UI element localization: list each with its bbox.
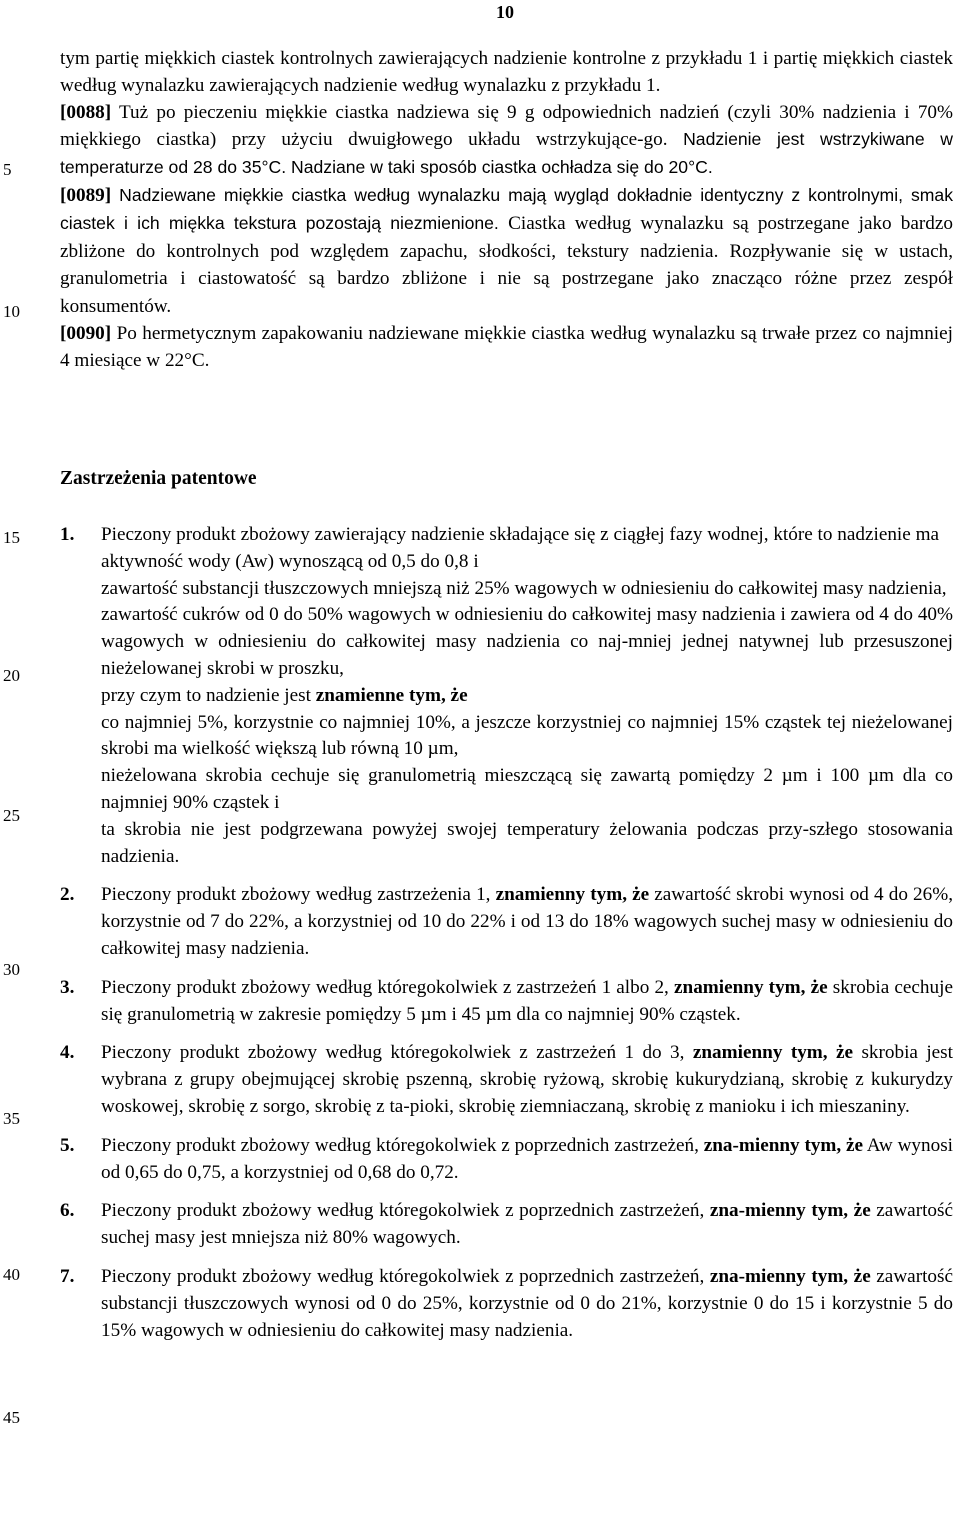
claim-line: aktywność wody (Aw) wynoszącą od 0,5 do 0,8 i — [101, 550, 479, 572]
claim-line — [101, 1198, 953, 1252]
claim-text: Pieczony produkt zbożowy według któregokolwiek z poprzednich zastrzeżeń, — [101, 1265, 710, 1287]
claim-text: Pieczony produkt zbożowy według któregokolwiek z poprzednich zastrzeżeń, — [101, 1200, 710, 1222]
paragraph-0088 — [60, 100, 953, 182]
paragraph-intro: tym partię miękkich ciastek kontrolnych zawierających nadzienie kontrolne z przykładu 1 i partię miękkich ciastek według wynalazku zawierających nadzienie według wynalazku z przykładu 1. — [60, 48, 953, 96]
line-number: 25 — [3, 806, 20, 825]
claim-text: Aw wynosi od 0,65 do 0,75, a korzystniej od 0,68 do 0,72. — [101, 1134, 954, 1183]
line-number: 10 — [3, 302, 20, 321]
claim-characterizing-phrase: znamienny tym, że — [674, 976, 828, 998]
claim-text: zawartość substancji tłuszczowych wynosi od 0 do 25%, korzystnie od 0 do 21%, korzystnie 0 do 15 i korzystnie 5 do 15% wagowych w odniesieniu do całkowitej masy nadzienia. — [101, 1265, 953, 1341]
claim-7 — [60, 1264, 953, 1344]
claim-characterizing-phrase: zna-mienny tym, że — [709, 1200, 871, 1222]
claim-1 — [60, 522, 953, 870]
claim-number: 5. — [60, 1134, 75, 1156]
claim-line — [101, 1133, 953, 1187]
claim-2 — [60, 882, 953, 962]
paragraph-0089 — [60, 182, 953, 321]
claim-text: skrobia jest wybrana z grupy obejmującej skrobię pszenną, skrobię ryżową, skrobię kukurydzianą, skrobię z kukurydzy woskowej, skrobię z sorgo, skrobię z ta-pioki, skrobię ziemniaczaną, skrobię z manioku i ich mieszaniny. — [101, 1042, 953, 1117]
claim-number: 4. — [60, 1042, 75, 1064]
paragraph-text: Po hermetycznym zapakowaniu nadziewane miękkie ciastka według wynalazku są trwałe przez co najmniej 4 miesiące w 22°C. — [60, 322, 953, 371]
claim-characterizing-phrase: zna-mienny tym, że — [703, 1134, 864, 1156]
paragraph-0090 — [60, 321, 953, 375]
claim-text: zawartość skrobi wynosi od 4 do 26%, korzystnie od 7 do 22%, a korzystniej od 10 do 22% i od 13 do 18% wagowych suchej masy w odniesieniu do całkowitej masy nadzienia. — [101, 884, 953, 959]
claim-text: Pieczony produkt zbożowy według któregokolwiek z zastrzeżeń 1 albo 2, — [101, 976, 674, 998]
claims-list — [60, 522, 953, 1356]
claim-text: zawartość suchej masy jest mniejsza niż 80% wagowych. — [101, 1200, 953, 1249]
claim-6 — [60, 1198, 953, 1252]
claim-number: 7. — [60, 1265, 75, 1287]
line-number: 20 — [3, 666, 20, 685]
claim-line: co najmniej 5%, korzystnie co najmniej 10%, a jeszcze korzystniej co najmniej 15% cząstek tej nieżelowanej skrobi ma wielkość większą lub równą 10 µm, — [101, 711, 953, 760]
claim-number: 1. — [60, 524, 75, 545]
paragraph-id: [0090] — [60, 322, 112, 344]
line-number: 30 — [3, 960, 20, 979]
claim-line: ta skrobia nie jest podgrzewana powyżej swojej temperatury żelowania podczas przy-szłego stosowania nadzienia. — [101, 818, 953, 867]
claim-text: Pieczony produkt zbożowy według któregokolwiek z poprzednich zastrzeżeń, — [101, 1134, 704, 1156]
paragraph-id: [0088] — [60, 101, 112, 123]
line-number: 40 — [3, 1265, 20, 1284]
paragraph-text: Nadziewane miękkie ciastka według wynalazku mają wygląd dokładnie identyczny z kontrolnymi, smak ciastek i ich miękka tekstura pozostają niezmienione. — [60, 184, 953, 233]
claim-line — [101, 683, 953, 710]
line-number: 15 — [3, 528, 20, 547]
claim-characterizing-phrase: zna-mienny tym, że — [709, 1265, 871, 1287]
claim-number: 6. — [60, 1200, 75, 1222]
line-number: 45 — [3, 1408, 20, 1427]
paragraph-id: [0089] — [60, 184, 112, 206]
claim-4 — [60, 1040, 953, 1120]
claim-line: zawartość cukrów od 0 do 50% wagowych w odniesieniu do całkowitej masy nadzienia i zawiera od 4 do 40% wagowych w odniesieniu do całkowitej masy nadzienia co naj-mniej jednej natywnej lub przesuszonej nieżelowanej skrobi w proszku, — [101, 604, 953, 679]
claim-number: 2. — [60, 884, 75, 906]
claim-line — [101, 975, 953, 1029]
paragraph-text: Nadzienie jest wstrzykiwane w temperaturze od 28 do 35°C. Nadziane w taki sposób ciastka ochładza się do 20°C. — [60, 129, 953, 178]
description-text — [60, 46, 953, 375]
claims-heading: Zastrzeżenia patentowe — [60, 468, 257, 489]
claim-characterizing-phrase: znamienne tym, że — [315, 684, 468, 706]
claim-text: Pieczony produkt zbożowy według zastrzeżenia 1, — [101, 884, 496, 906]
line-number: 35 — [3, 1109, 20, 1128]
claim-text: przy czym to nadzienie jest — [101, 684, 316, 706]
claim-characterizing-phrase: znamienny tym, że — [495, 884, 650, 906]
page-number: 10 — [496, 2, 514, 22]
claim-line: zawartość substancji tłuszczowych mniejszą niż 25% wagowych w odniesieniu do całkowitej masy nadzienia, — [101, 577, 947, 599]
claim-5 — [60, 1133, 953, 1187]
claim-text: Pieczony produkt zbożowy według któregokolwiek z zastrzeżeń 1 do 3, — [101, 1042, 693, 1064]
paragraph-text: Tuż po pieczeniu miękkie ciastka nadziewa się 9 g odpowiednich nadzień (czyli 30% nadzienia i 70% miękkiego ciastka) przy użyciu dwuigłowego układu wstrzykujące-go. — [60, 101, 953, 151]
paragraph-text: Ciastka według wynalazku są postrzegane jako bardzo zbliżone do kontrolnych pod względem zapachu, słodkości, tekstury nadzienia. Rozpływanie się w ustach, granulometria i ciastowatość są bardzo zbliżone i nie są postrzegane jako znacząco różne przez zespół konsumentów. — [60, 212, 954, 318]
claim-line — [101, 1040, 953, 1120]
claim-3 — [60, 975, 953, 1029]
claim-text: skrobia cechuje się granulometrią w zakresie pomiędzy 5 µm i 45 µm dla co najmniej 90% cząstek. — [101, 976, 953, 1025]
claim-line: nieżelowana skrobia cechuje się granulometrią mieszczącą się zawartą pomiędzy 2 µm i 100 µm dla co najmniej 90% cząstek i — [101, 765, 953, 813]
claim-characterizing-phrase: znamienny tym, że — [692, 1042, 854, 1064]
claim-line — [101, 1264, 953, 1344]
claim-number: 3. — [60, 976, 75, 998]
claim-line: Pieczony produkt zbożowy zawierający nadzienie składające się z ciągłej fazy wodnej, które to nadzienie ma — [101, 524, 940, 545]
line-number: 5 — [3, 160, 12, 179]
claim-line — [101, 882, 953, 962]
